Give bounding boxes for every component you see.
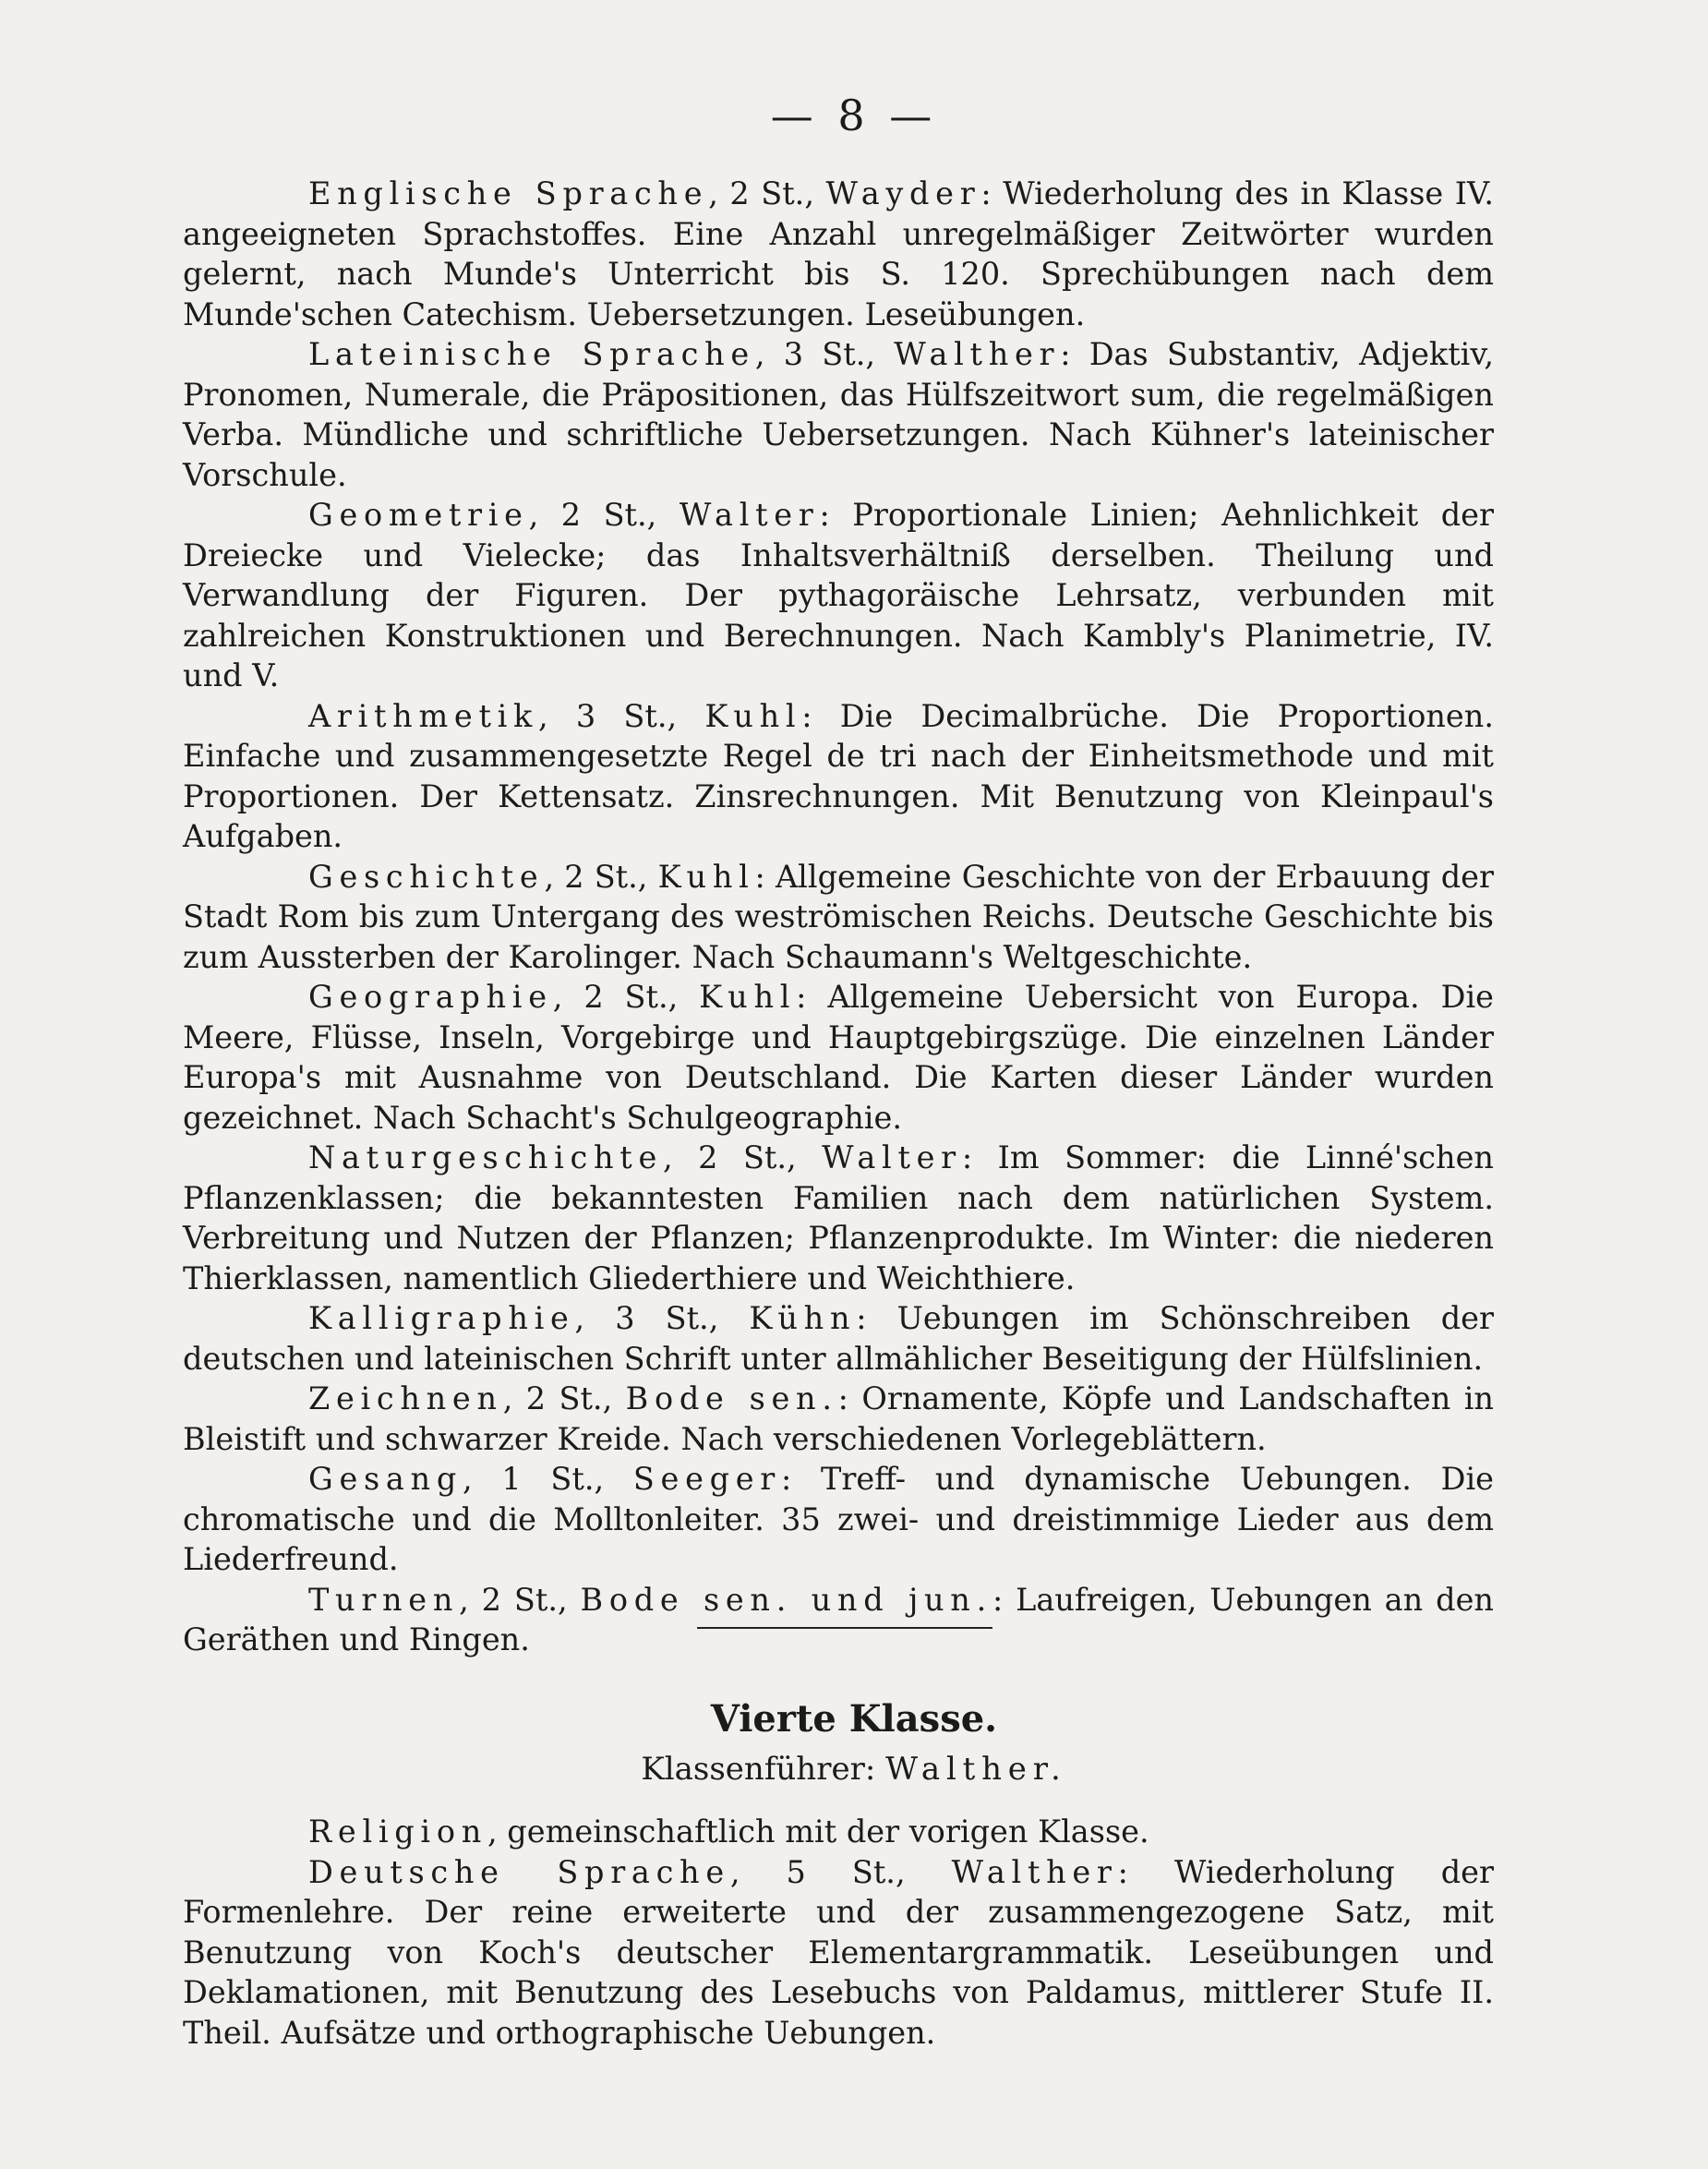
class-leader-label: Klassenführer: (641, 1751, 886, 1788)
subject: Deutsche Sprache (308, 1853, 730, 1890)
paragraph-arithmetik: Arithmetik, 3 St., Kuhl: Die Decimalbrüche. Die Proportionen. Einfache und zusammengesetzte Regel de tri nach der Einheitsmethode und mit Proportionen. Der Kettensatz. Zinsrechnungen. Mit Benutzung von Kleinpaul's Aufgaben. (183, 697, 1494, 854)
teacher: Seeger (632, 1461, 781, 1497)
paragraph-gesang: Gesang, 1 St., Seeger: Treff- und dynamische Uebungen. Die chromatische und die Molltonleiter. 35 zwei- und dreistimmige Lieder aus dem Liederfreund. (183, 1461, 1494, 1577)
subject: Turnen (308, 1581, 460, 1618)
paragraph-text: : Im Sommer: die Linné'schen Pflanzenklassen; die bekanntesten Familien nach dem natürlichen System. Verbreitung und Nutzen der Pflanzen; Pflanzenprodukte. Im Winter: die niederen Thierklassen, namentlich Gliederthiere und Weichthiere. (183, 1139, 1494, 1296)
subject: Kalligraphie (308, 1300, 575, 1336)
subject: Arithmetik (308, 697, 539, 734)
class-leader-name: Walther. (885, 1751, 1067, 1788)
subject: Geschichte (308, 858, 545, 895)
paragraph-text: : Ornamente, Köpfe und Landschaften in Bleistift und schwarzer Kreide. Nach verschiedenen Vorlegeblättern. (183, 1380, 1495, 1457)
subject: Englische Sprache (308, 175, 709, 211)
paragraph-geometrie: Geometrie, 2 St., Walter: Proportionale Linien; Aehnlichkeit der Dreiecke und Vielecke; das Inhaltsverhältniß derselben. Theilung und Verwandlung der Figuren. Der pythagoräische Lehrsatz, verbunden mit zahlreichen Konstruktionen und Berechnungen. Nach Kambly's Planimetrie, IV. und V. (183, 497, 1494, 693)
section2-body (183, 1812, 1494, 2053)
subject: Zeichnen (308, 1380, 503, 1416)
subject: Lateinische Sprache (308, 336, 755, 372)
teacher: Walther (951, 1853, 1118, 1890)
paragraph-text: : Wiederholung des in Klasse IV. angeeigneten Sprachstoffes. Eine Anzahl unregelmäßiger Zeitwörter wurden gelernt, nach Munde's Unterricht bis S. 120. Sprechübungen nach dem Munde'schen Catechism. Uebersetzungen. Leseübungen. (183, 175, 1494, 332)
paragraph-englisch: Englische Sprache, 2 St., Wayder: Wiederholung des in Klasse IV. angeeigneten Sprachstoffes. Eine Anzahl unregelmäßiger Zeitwörter wurden gelernt, nach Munde's Unterricht bis S. 120. Sprechübungen nach dem Munde'schen Catechism. Uebersetzungen. Leseübungen. (183, 175, 1494, 332)
section-title: Vierte Klasse. (710, 1697, 998, 1741)
paragraph-kalligraphie: Kalligraphie, 3 St., Kühn: Uebungen im Schönschreiben der deutschen und lateinischen Schrift unter allmählicher Beseitigung der Hülfslinien. (183, 1300, 1494, 1377)
section-divider (697, 1627, 992, 1629)
subject: Geographie (308, 979, 553, 1015)
teacher: Bode sen. (625, 1380, 838, 1416)
paragraph-deutsch: Deutsche Sprache, 5 St., Walther: Wiederholung der Formenlehre. Der reine erweiterte und der zusammengezogene Satz, mit Benutzung von Koch's deutscher Elementargrammatik. Leseübungen und Deklamationen, mit Benutzung des Lesebuchs von Paldamus, mittlerer Stufe II. Theil. Aufsätze und orthographische Uebungen. (183, 1853, 1495, 2051)
paragraph-text: : Laufreigen, Uebungen an den Geräthen und Ringen. (183, 1581, 1494, 1657)
paragraph-naturgeschichte: Naturgeschichte, 2 St., Walter: Im Sommer: die Linné'schen Pflanzenklassen; die bekanntesten Familien nach dem natürlichen System. Verbreitung und Nutzen der Pflanzen; Pflanzenprodukte. Im Winter: die niederen Thierklassen, namentlich Gliederthiere und Weichthiere. (183, 1139, 1494, 1296)
paragraph-text: : Uebungen im Schönschreiben der deutschen und lateinischen Schrift unter allmählicher Beseitigung der Hülfslinien. (183, 1300, 1494, 1377)
teacher: Walter (679, 497, 820, 533)
teacher: Wayder (825, 175, 981, 211)
page-number: — 8 — (770, 90, 938, 140)
subject: Religion (308, 1814, 487, 1850)
paragraph-text: : Wiederholung der Formenlehre. Der reine erweiterte und der zusammengezogene Satz, mit Benutzung von Koch's deutscher Elementargrammatik. Leseübungen und Deklamationen, mit Benutzung des Lesebuchs von Paldamus, mittlerer Stufe II. Theil. Aufsätze und orthographische Uebungen. (183, 1853, 1495, 2051)
subject: Geometrie (308, 497, 529, 533)
teacher: Kühn (749, 1300, 857, 1336)
subject: Naturgeschichte (308, 1139, 663, 1175)
paragraph-text: gemeinschaftlich mit der vorigen Klasse. (507, 1814, 1149, 1850)
paragraph-text: : Allgemeine Uebersicht von Europa. Die Meere, Flüsse, Inseln, Vorgebirge und Hauptgebirgszüge. Die einzelnen Länder Europa's mit Ausnahme von Deutschland. Die Karten dieser Länder wurden gezeichnet. Nach Schacht's Schulgeographie. (183, 979, 1494, 1136)
teacher: Bode sen. und jun. (580, 1581, 992, 1618)
paragraph-text: : Treff- und dynamische Uebungen. Die chromatische und die Molltonleiter. 35 zwei- und dreistimmige Lieder aus dem Liederfreund. (183, 1461, 1494, 1577)
paragraph-turnen: Turnen, 2 St., Bode sen. und jun.: Laufreigen, Uebungen an den Geräthen und Ringen. (183, 1581, 1494, 1657)
paragraph-text: : Proportionale Linien; Aehnlichkeit der Dreiecke und Vielecke; das Inhaltsverhältniß derselben. Theilung und Verwandlung der Figuren. Der pythagoräische Lehrsatz, verbunden mit zahlreichen Konstruktionen und Berechnungen. Nach Kambly's Planimetrie, IV. und V. (183, 497, 1494, 693)
paragraph-geographie: Geographie, 2 St., Kuhl: Allgemeine Uebersicht von Europa. Die Meere, Flüsse, Inseln, Vorgebirge und Hauptgebirgszüge. Die einzelnen Länder Europa's mit Ausnahme von Deutschland. Die Karten dieser Länder wurden gezeichnet. Nach Schacht's Schulgeographie. (183, 979, 1494, 1136)
teacher: Walther (894, 336, 1061, 372)
subject: Gesang (308, 1461, 463, 1497)
class-leader-line (0, 1751, 1708, 1788)
paragraph-text: : Die Decimalbrüche. Die Proportionen. Einfache und zusammengesetzte Regel de tri nach der Einheitsmethode und mit Proportionen. Der Kettensatz. Zinsrechnungen. Mit Benutzung von Kleinpaul's Aufgaben. (183, 697, 1494, 854)
paragraph-text: : Allgemeine Geschichte von der Erbauung der Stadt Rom bis zum Untergang des weströmischen Reichs. Deutsche Geschichte bis zum Aussterben der Karolinger. Nach Schaumann's Weltgeschichte. (183, 858, 1494, 975)
teacher: Walter (822, 1139, 962, 1175)
section1-body (183, 174, 1494, 1660)
paragraph-zeichnen: Zeichnen, 2 St., Bode sen.: Ornamente, Köpfe und Landschaften in Bleistift und schwarzer Kreide. Nach verschiedenen Vorlegeblättern. (183, 1380, 1495, 1457)
teacher: Kuhl (704, 697, 802, 734)
paragraph-text: : Das Substantiv, Adjektiv, Pronomen, Numerale, die Präpositionen, das Hülfszeitwort sum, die regelmäßigen Verba. Mündliche und schriftliche Uebersetzungen. Nach Kühner's lateinischer Vorschule. (183, 336, 1494, 493)
teacher: Kuhl (699, 979, 797, 1015)
paragraph-religion: Religion, gemeinschaftlich mit der vorigen Klasse. (308, 1814, 1149, 1850)
paragraph-latein: Lateinische Sprache, 3 St., Walther: Das Substantiv, Adjektiv, Pronomen, Numerale, die Präpositionen, das Hülfszeitwort sum, die regelmäßigen Verba. Mündliche und schriftliche Uebersetzungen. Nach Kühner's lateinischer Vorschule. (183, 336, 1494, 493)
teacher: Kuhl (657, 858, 755, 895)
paragraph-geschichte: Geschichte, 2 St., Kuhl: Allgemeine Geschichte von der Erbauung der Stadt Rom bis zum Untergang des weströmischen Reichs. Deutsche Geschichte bis zum Aussterben der Karolinger. Nach Schaumann's Weltgeschichte. (183, 858, 1494, 975)
